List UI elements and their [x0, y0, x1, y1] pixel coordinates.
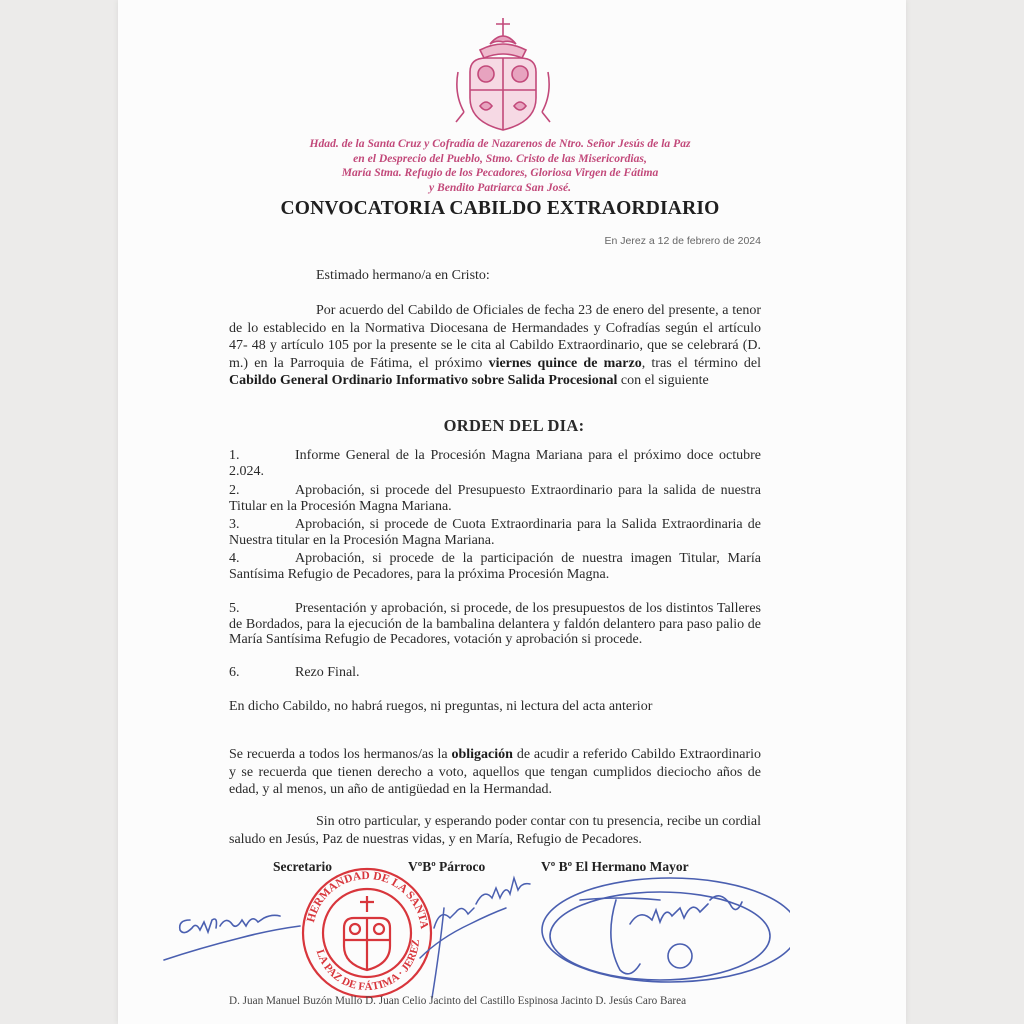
intro-text: Por acuerdo del Cabildo de Oficiales de fecha 23 de enero del presente, a tenor de lo establecido en la Normativa Diocesana de Hermandades y Cofradías según el artículo 47- 48 y artículo 105 por la presente se le cita al Cabildo Extraordinario, que se celebrará (D. m.) en la Parroquia de Fátima, el próximo	[229, 303, 761, 371]
intro-text: , tras el término del	[641, 355, 761, 371]
agenda-item-number: 3.	[229, 517, 240, 532]
agenda-item	[229, 517, 761, 548]
no-questions-note: En dicho Cabildo, no habrá ruegos, ni preguntas, ni lectura del acta anterior	[229, 699, 653, 714]
brotherhood-line: Hdad. de la Santa Cruz y Cofradía de Nazarenos de Ntro. Señor Jesús de la Paz	[309, 137, 691, 150]
agenda-item-text: Informe General de la Procesión Magna Mariana para el próximo doce octubre 2.024.	[229, 448, 761, 479]
agenda-item-number: 1.	[229, 448, 240, 463]
signatory-names: D. Juan Manuel Buzón Mullo D. Juan Celio Jacinto del Castillo Espinosa Jacinto D. Jesús Caro Barea	[229, 995, 687, 1007]
greeting: Estimado hermano/a en Cristo:	[316, 268, 490, 283]
brotherhood-line: en el Desprecio del Pueblo, Stmo. Cristo de las Misericordias,	[353, 151, 647, 165]
reminder-text: de acudir a referido Cabildo Extraordinario y se recuerda que tienen derecho a voto, aquellos que tengan cumplidos dieciocho años de edad, y al menos, un año de antigüedad en la Hermandad.	[229, 747, 761, 798]
agenda-item-text: Rezo Final.	[295, 665, 360, 680]
document-date: En Jerez a 12 de febrero de 2024	[604, 235, 761, 247]
agenda-item	[229, 551, 761, 582]
stamp-text-top: HERMANDAD DE LA SANTA	[305, 869, 430, 930]
closing-text: Sin otro particular, y esperando poder contar con tu presencia, recibe un cordial saludo en Jesús, Paz de nuestras vidas, y en María, Refugio de Pecadores.	[229, 814, 761, 847]
agenda-item-number: 4.	[229, 551, 240, 566]
brotherhood-crest-icon	[450, 14, 556, 136]
stamp-text-bottom: LA PAZ DE FÁTIMA · JEREZ	[313, 938, 423, 994]
agenda-item-text: Aprobación, si procede del Presupuesto Extraordinario para la salida de nuestra Titular en la Procesión Magna Mariana.	[229, 483, 761, 514]
document-title: CONVOCATORIA CABILDO EXTRAORDIARIO	[280, 198, 720, 219]
agenda-item	[229, 483, 761, 514]
brotherhood-name	[250, 137, 750, 195]
role-parish-priest: VºBº Párroco	[408, 859, 486, 874]
agenda-item	[229, 665, 761, 681]
agenda-item-number: 5.	[229, 601, 240, 616]
reminder-bold-obligation: obligación	[451, 747, 513, 762]
agenda-item-number: 6.	[229, 665, 240, 680]
agenda-item-text: Aprobación, si procede de Cuota Extraordinaria para la Salida Extraordinaria de Nuestra titular en la Procesión Magna Mariana.	[229, 517, 761, 548]
intro-text: con el siguiente	[617, 373, 709, 389]
orden-del-dia-title: ORDEN DEL DIA:	[443, 416, 585, 435]
hermano-mayor-signature	[520, 860, 790, 1000]
intro-bold-date: viernes quince de marzo	[488, 355, 642, 371]
brotherhood-line: y Bendito Patriarca San José.	[428, 180, 572, 194]
agenda-item	[229, 601, 761, 648]
brotherhood-line: María Stma. Refugio de los Pecadores, Gloriosa Virgen de Fátima	[341, 166, 659, 179]
agenda-item	[229, 448, 761, 479]
closing-paragraph	[229, 813, 761, 848]
role-hermano-mayor: Vº Bº El Hermano Mayor	[541, 859, 689, 874]
secretary-signature	[160, 890, 310, 970]
intro-bold-cabildo: Cabildo General Ordinario Informativo sobre Salida Procesional	[229, 373, 618, 389]
intro-paragraph	[229, 302, 761, 390]
agenda-item-text: Aprobación, si procede de la participación de nuestra imagen Titular, María Santísima Refugio de Pecadores, para la próxima Procesión Magna.	[229, 551, 761, 582]
reminder-paragraph	[229, 746, 761, 799]
agenda-item-text: Presentación y aprobación, si procede, de los presupuestos de los distintos Talleres de Bordados, para la ejecución de la bambalina delantera y faldón delantero para paso palio de María Santísima Refugio de Pecadores, votación y aprobación si procede.	[229, 601, 761, 648]
role-secretary: Secretario	[273, 859, 332, 874]
reminder-text: Se recuerda a todos los hermanos/as la	[229, 747, 452, 762]
agenda-item-number: 2.	[229, 483, 240, 498]
